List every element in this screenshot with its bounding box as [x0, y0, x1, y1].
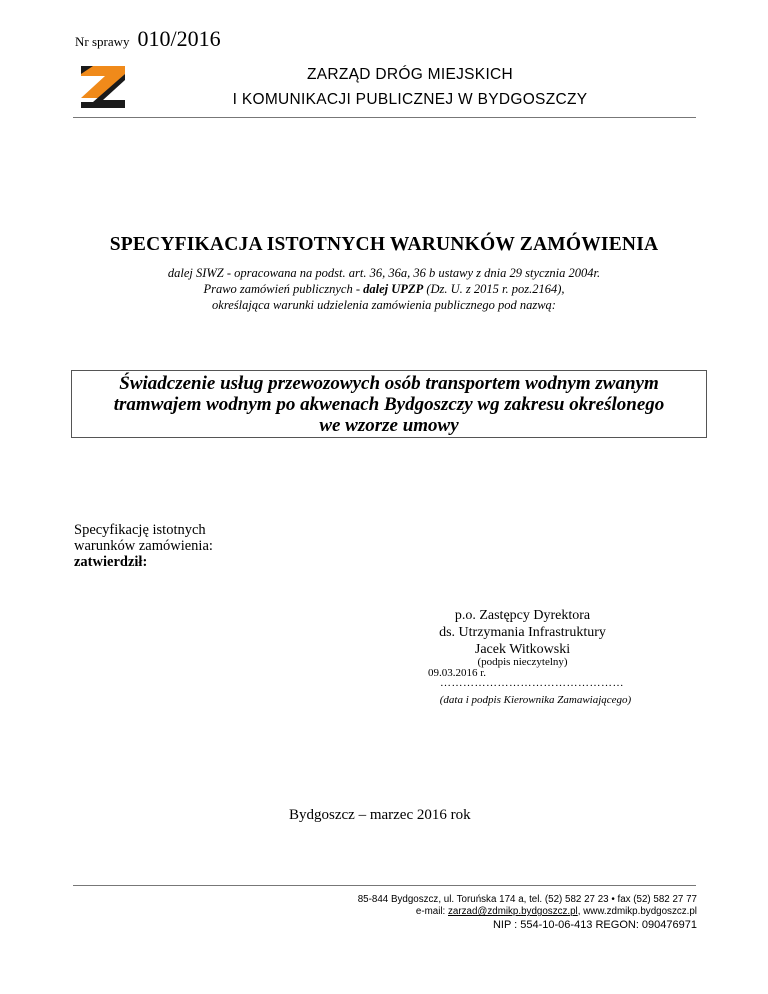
intro-line2-bold: dalej UPZP [363, 282, 424, 296]
org-name-line2: I KOMUNIKACJI PUBLICZNEJ W BYDGOSZCZY [232, 91, 588, 108]
intro-line1: dalej SIWZ - opracowana na podst. art. 36, 36a, 36 b ustawy z dnia 29 stycznia 2004r. [167, 266, 601, 280]
footer-ids: NIP : 554-10-06-413 REGON: 090476971 [492, 919, 697, 931]
signatory-role: p.o. Zastępcy Dyrektora [454, 608, 591, 623]
case-number [75, 26, 221, 52]
footer-divider [73, 885, 696, 886]
case-number-label: Nr sprawy [75, 34, 130, 49]
subject-line3: we wzorze umowy [319, 415, 459, 436]
header-divider [73, 117, 696, 118]
signature-caption: (data i podpis Kierownika Zamawiającego) [439, 694, 632, 706]
subject-line1: Świadczenie usług przewozowych osób transportem wodnym zwanym [119, 373, 659, 394]
document-title: SPECYFIKACJA ISTOTNYCH WARUNKÓW ZAMÓWIENIA [109, 234, 659, 255]
footer-email-label: e-mail: [415, 906, 448, 917]
footer-website: , www.zdmikp.bydgoszcz.pl [577, 906, 697, 917]
footer-address: 85-844 Bydgoszcz, ul. Toruńska 174 a, tel. (52) 582 27 23 • fax (52) 582 27 77 [357, 894, 697, 905]
footer-email-link[interactable]: zarzad@zdmikp.bydgoszcz.pl [448, 906, 578, 917]
org-name-line1: ZARZĄD DRÓG MIEJSKICH [306, 66, 514, 83]
intro-line2 [60, 281, 708, 297]
signature-note: (podpis nieczytelny) [477, 656, 568, 668]
zdmikp-logo [79, 64, 129, 110]
subject-line2: tramwajem wodnym po akwenach Bydgoszczy wg zakresu określonego [113, 394, 665, 415]
approval-line3: zatwierdził: [74, 554, 148, 570]
intro-line3: określająca warunki udzielenia zamówienia publicznego pod nazwą: [212, 298, 556, 312]
signature-line: ………………………………………… [440, 677, 624, 689]
signatory-name: Jacek Witkowski [474, 642, 571, 657]
signatory-department: ds. Utrzymania Infrastruktury [439, 625, 606, 640]
subject-text [71, 373, 707, 436]
case-number-value: 010/2016 [137, 26, 221, 51]
intro-line2-pre: Prawo zamówień publicznych - [203, 282, 364, 296]
approval-line2: warunków zamówienia: [74, 538, 213, 554]
intro-line2-post: (Dz. U. z 2015 r. poz.2164), [423, 282, 565, 296]
signature-date: 09.03.2016 r. [428, 667, 487, 679]
approval-line1: Specyfikację istotnych [74, 522, 206, 538]
footer-contact [290, 906, 697, 918]
place-and-date: Bydgoszcz – marzec 2016 rok [289, 807, 471, 823]
